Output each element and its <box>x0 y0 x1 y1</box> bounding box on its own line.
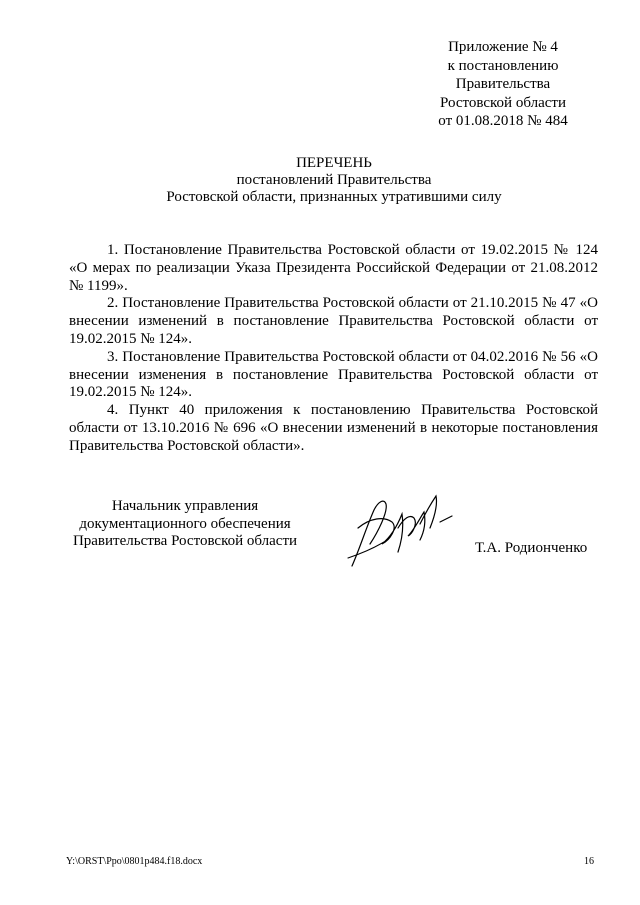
footer-file-path: Y:\ORST\Ppo\0801p484.f18.docx <box>66 856 203 867</box>
decree-list <box>69 242 598 456</box>
signatory-position <box>60 498 310 551</box>
decree-item: 2. Постановление Правительства Ростовской области от 21.10.2015 № 47 «О внесении изменений в постановление Правительства Ростовской области от 19.02.2015 № 124». <box>69 295 598 347</box>
appendix-line: Ростовской области <box>440 94 566 111</box>
decree-item: 1. Постановление Правительства Ростовской области от 19.02.2015 № 124 «О мерах по реализации Указа Президента Российской Федерации от 21.08.2012 № 1199». <box>69 242 598 294</box>
appendix-line: от 01.08.2018 № 484 <box>438 113 568 129</box>
signatory-position-line: документационного обеспечения <box>79 515 291 532</box>
signatory-position-line: Правительства Ростовской области <box>72 533 298 550</box>
appendix-line: Приложение № 4 <box>448 39 558 55</box>
appendix-line: Правительства <box>455 76 551 92</box>
appendix-line: к постановлению <box>447 57 559 74</box>
document-heading <box>60 155 608 206</box>
document-subtitle-line: Ростовской области, признанных утратившими силу <box>166 189 502 205</box>
decree-item: 4. Пункт 40 приложения к постановлению Правительства Ростовской области от 13.10.2016 № 696 «О внесении изменений в некоторые постановления Правительства Ростовской области». <box>69 402 598 454</box>
signature-block <box>60 498 620 578</box>
handwritten-signature <box>340 488 460 574</box>
document-subtitle-line: постановлений Правительства <box>236 172 432 188</box>
footer-page-number: 16 <box>584 856 594 867</box>
signatory-name: Т.А. Родионченко <box>475 540 588 556</box>
signatory-position-line: Начальник управления <box>111 498 259 514</box>
decree-item: 3. Постановление Правительства Ростовской области от 04.02.2016 № 56 «О внесении изменения в постановление Правительства Ростовской области от 19.02.2015 № 124». <box>69 348 598 401</box>
appendix-header <box>418 38 588 131</box>
document-title: ПЕРЕЧЕНЬ <box>296 155 372 171</box>
